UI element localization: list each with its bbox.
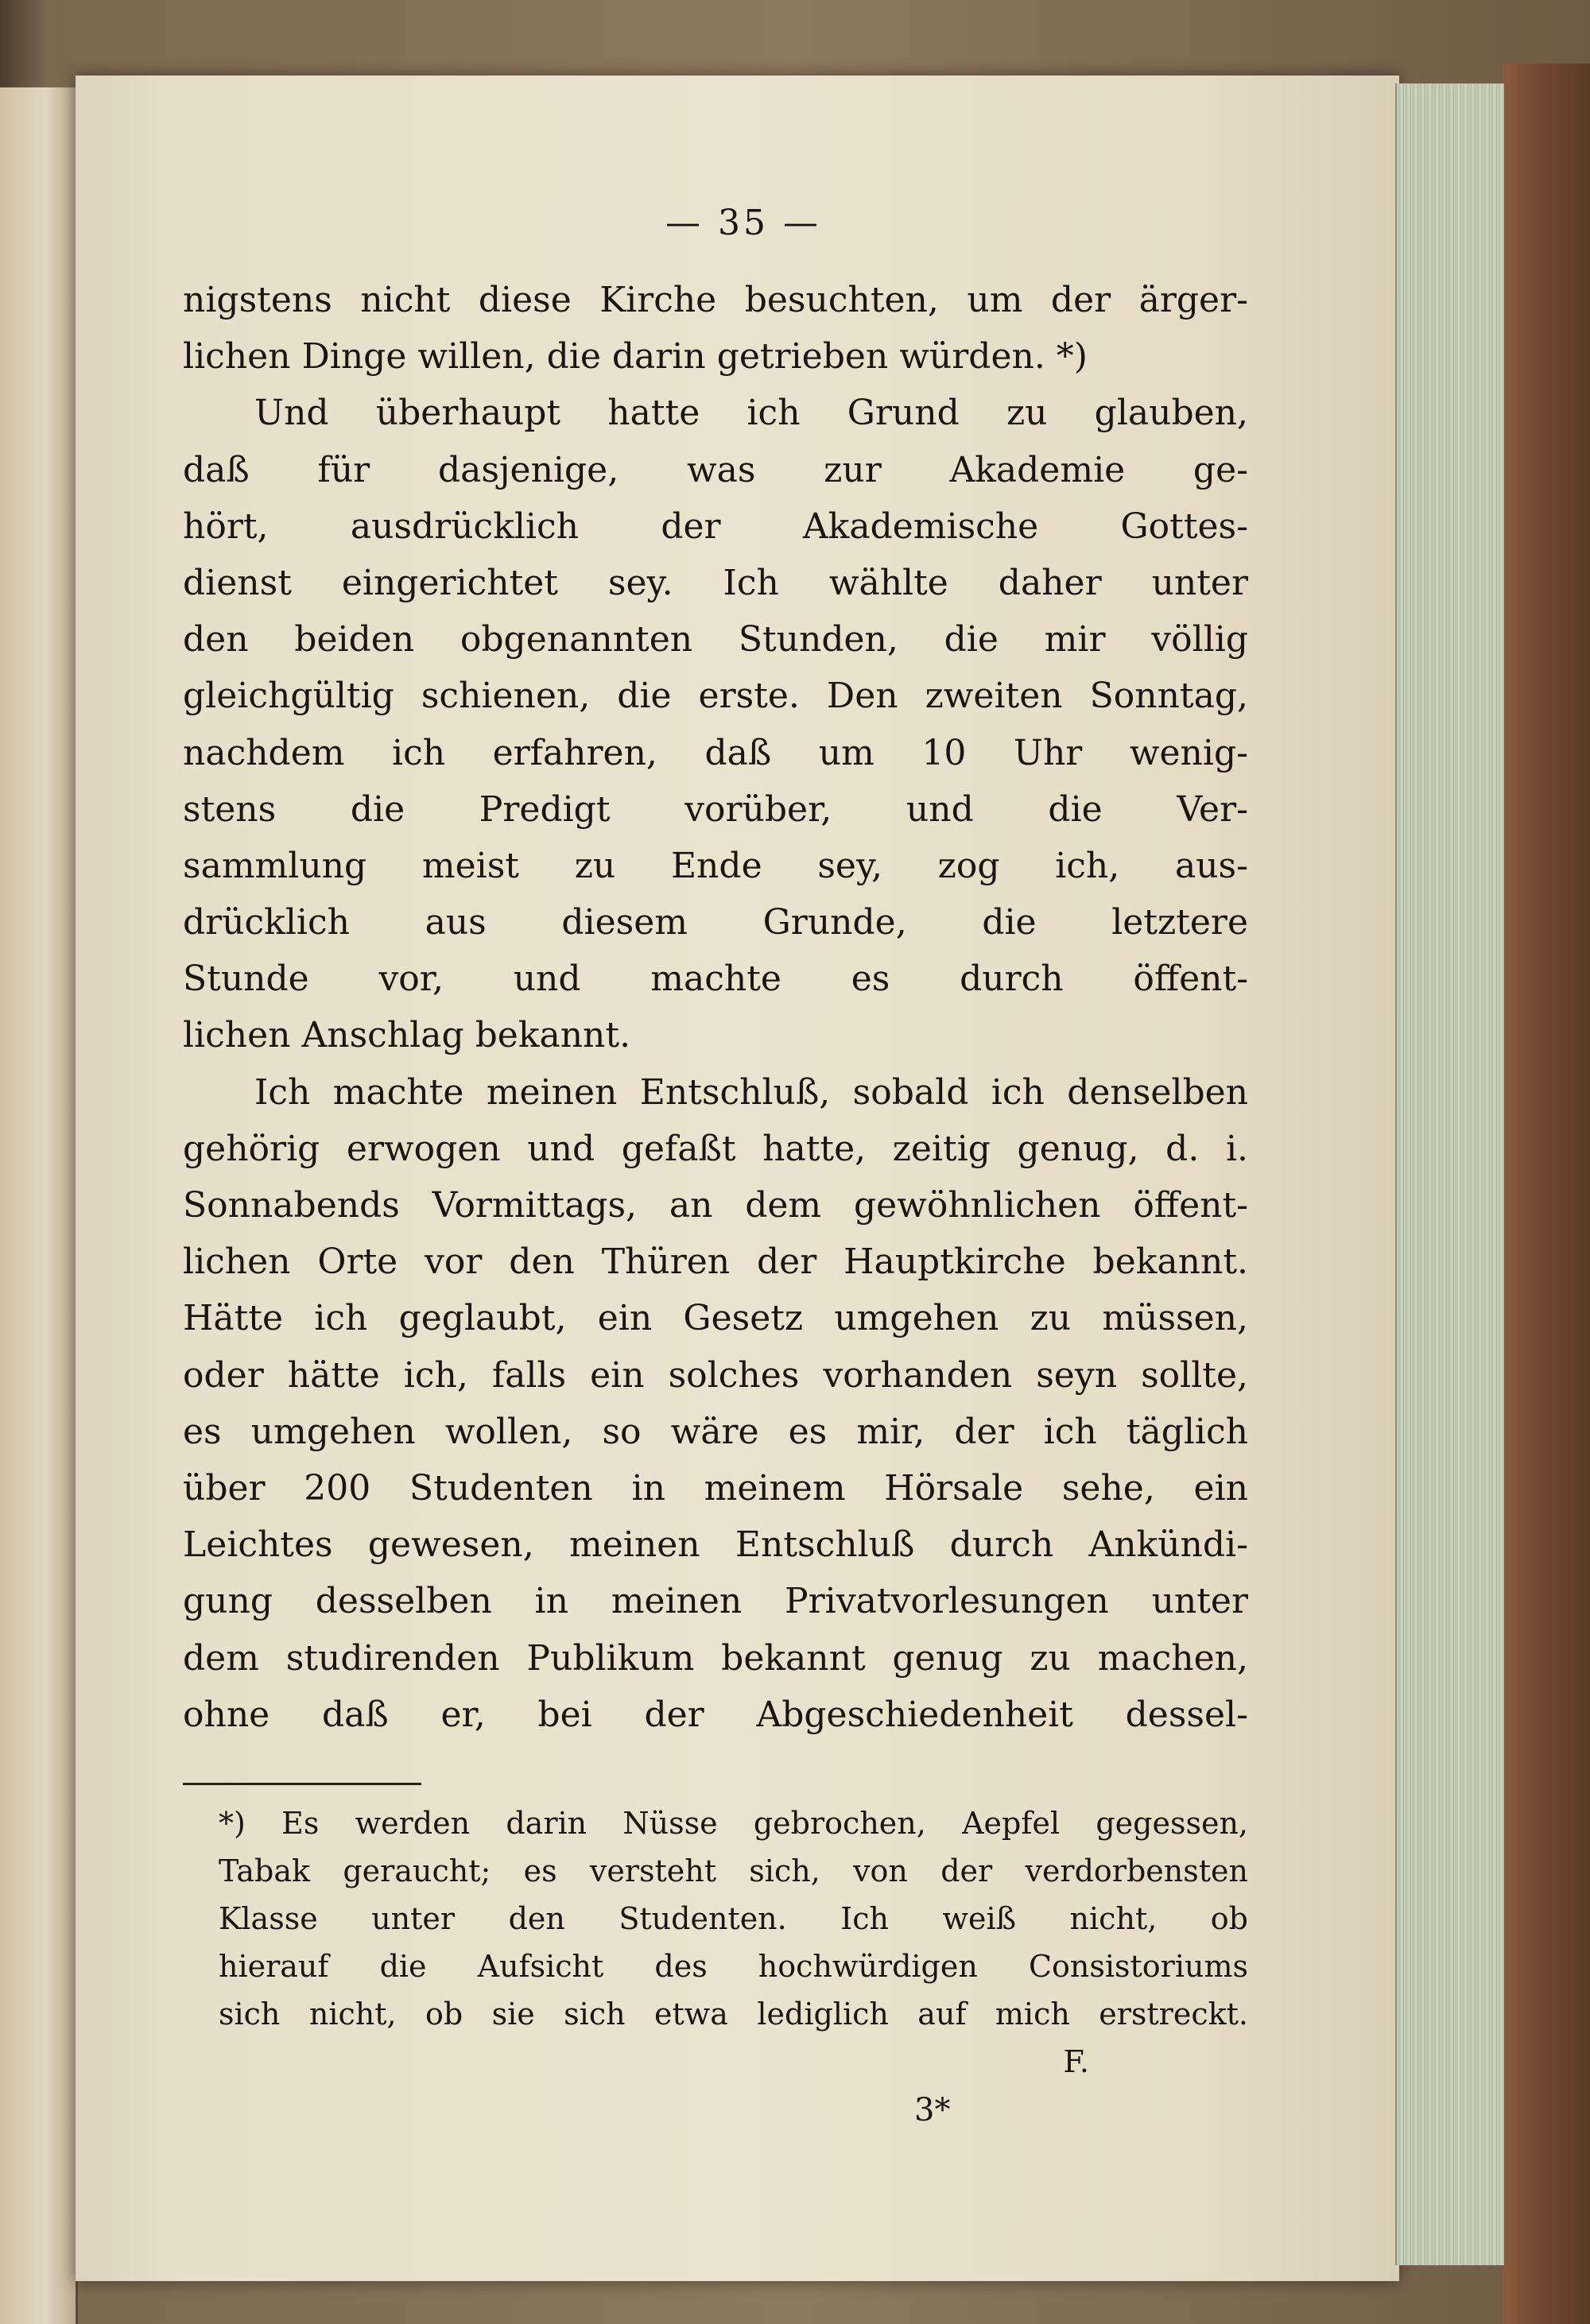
page-header: — 35 — xyxy=(665,203,821,243)
text-line: daß für dasjenige, was zur Akademie ge- xyxy=(183,449,1248,490)
text-line: hört, ausdrücklich der Akademische Gottes- xyxy=(183,505,1248,547)
text-line: lichen Dinge willen, die darin getrieben würden. *) xyxy=(183,336,1088,378)
footnote xyxy=(183,1799,1248,2086)
text-line: oder hätte ich, falls ein solches vorhanden seyn sollte, xyxy=(183,1354,1248,1396)
footnote-line: Tabak geraucht; es versteht sich, von der verdorbensten xyxy=(219,1853,1248,1888)
book-cover-edge xyxy=(1503,64,1590,2324)
footnote-rule xyxy=(183,1783,421,1785)
left-page-edge xyxy=(0,87,78,2324)
text-line: sammlung meist zu Ende sey, zog ich, aus- xyxy=(183,845,1248,886)
page-content xyxy=(183,203,1248,2128)
text-line: gleichgültig schienen, die erste. Den zweiten Sonntag, xyxy=(183,676,1248,717)
text-line: lichen Anschlag bekannt. xyxy=(183,1015,631,1056)
text-line: nigstens nicht diese Kirche besuchten, um der ärger- xyxy=(183,280,1248,320)
text-line: dem studirenden Publikum bekannt genug zu machen, xyxy=(183,1637,1248,1679)
text-line: Stunde vor, und machte es durch öffent- xyxy=(183,959,1248,1000)
footnote-line: Klasse unter den Studenten. Ich weiß nicht, ob xyxy=(219,1900,1248,1936)
footnote-line: sich nicht, ob sie sich etwa lediglich auf mich erstreckt. xyxy=(219,1996,1248,2032)
text-line: über 200 Studenten in meinem Hörsale sehe, ein xyxy=(183,1467,1248,1509)
body-text xyxy=(183,272,1248,1743)
text-line: nachdem ich erfahren, daß um 10 Uhr wenig- xyxy=(183,732,1248,773)
text-line: es umgehen wollen, so wäre es mir, der ich täglich xyxy=(183,1411,1248,1452)
footnote-line: hierauf die Aufsicht des hochwürdigen Consistoriums xyxy=(219,1948,1248,1984)
text-line: dienst eingerichtet sey. Ich wählte daher unter xyxy=(183,562,1248,603)
text-line: gung desselben in meinen Privatvorlesungen unter xyxy=(183,1581,1248,1622)
text-line: ohne daß er, bei der Abgeschiedenheit dessel- xyxy=(183,1694,1248,1735)
text-line: gehörig erwogen und gefaßt hatte, zeitig genug, d. i. xyxy=(183,1128,1248,1169)
text-line: Und überhaupt hatte ich Grund zu glauben, xyxy=(254,393,1248,434)
text-line: stens die Predigt vorüber, und die Ver- xyxy=(183,788,1248,830)
text-line: Leichtes gewesen, meinen Entschluß durch Ankündi- xyxy=(183,1524,1248,1566)
signature-mark: 3* xyxy=(914,2091,951,2128)
text-line: Sonnabends Vormittags, an dem gewöhnlichen öffent- xyxy=(183,1185,1248,1226)
text-line: den beiden obgenannten Stunden, die mir völlig xyxy=(183,619,1248,660)
text-line: lichen Orte vor den Thüren der Hauptkirche bekannt. xyxy=(183,1241,1248,1283)
footnote-author: F. xyxy=(1063,2043,1089,2079)
text-line: Ich machte meinen Entschluß, sobald ich denselben xyxy=(254,1071,1248,1113)
text-line: drücklich aus diesem Grunde, die letztere xyxy=(183,902,1248,943)
text-line: Hätte ich geglaubt, ein Gesetz umgehen zu müssen, xyxy=(183,1298,1248,1339)
page-fore-edge xyxy=(1395,83,1504,2265)
footnote-line: *) Es werden darin Nüsse gebrochen, Aepfel gegessen, xyxy=(219,1805,1248,1841)
